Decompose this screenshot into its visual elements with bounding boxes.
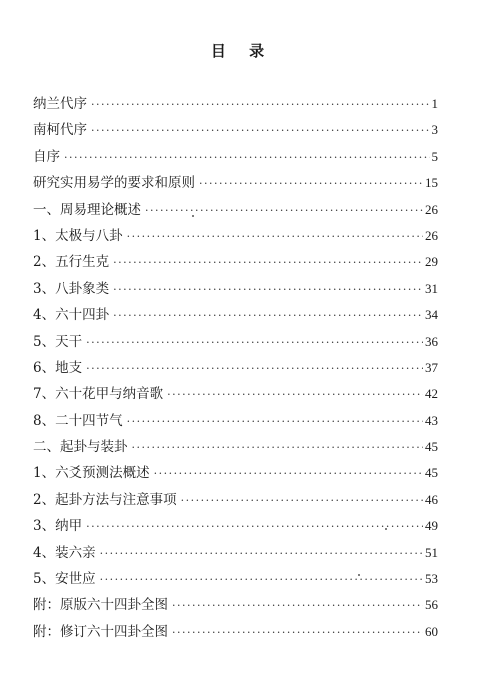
toc-page-number: 42 [425,386,438,402]
toc-page-number: 46 [425,491,438,507]
toc-entry [33,332,438,358]
toc-page-number: 26 [425,227,438,243]
toc-dot-leader [113,306,423,326]
toc-entry [33,595,438,621]
toc-entry-label: 研究实用易学的要求和原则 [33,175,195,192]
toc-entry-label: 5、天干 [33,333,83,350]
toc-page-number: 5 [431,148,438,164]
page-title: 目 录 [210,42,267,60]
toc-entry [33,358,438,384]
toc-entry [33,516,438,542]
toc-dot-leader [86,517,423,537]
toc-dot-leader [199,174,423,194]
scan-speck [192,215,194,217]
scan-speck [358,574,360,576]
toc-entry [33,411,438,437]
toc-page-number: 49 [425,518,438,534]
toc-entry-label: 南柯代序 [33,122,87,139]
toc-entry-label: 4、六十四卦 [33,307,110,324]
toc-page-number: 45 [425,465,438,481]
toc-entry-label: 二、起卦与装卦 [33,439,128,456]
toc-entry-label: 自序 [33,148,60,165]
toc-dot-leader [91,121,430,141]
table-of-contents [33,94,438,648]
toc-page-number: 51 [425,544,438,560]
toc-entry [33,226,438,252]
toc-entry-label: 8、二十四节气 [33,412,123,429]
toc-entry [33,173,438,199]
toc-page-number: 37 [425,359,438,375]
toc-dot-leader [172,596,423,616]
toc-entry-label: 4、装六亲 [33,544,96,561]
toc-dot-leader [64,148,430,168]
toc-entry-label: 一、周易理论概述 [33,201,141,218]
toc-page-number: 31 [425,280,438,296]
toc-dot-leader [86,333,423,353]
scan-speck [385,528,387,530]
toc-page-number: 36 [425,333,438,349]
toc-dot-leader [113,280,423,300]
toc-dot-leader [127,412,423,432]
toc-entry-label: 2、起卦方法与注意事项 [33,491,177,508]
toc-entry-label: 3、纳甲 [33,518,83,535]
toc-dot-leader [86,359,423,379]
toc-page-number: 26 [425,201,438,217]
toc-dot-leader [132,438,424,458]
toc-entry-label: 7、六十花甲与纳音歌 [33,386,164,403]
toc-page-number: 1 [431,96,438,111]
toc-entry [33,437,438,463]
toc-entry [33,200,438,226]
toc-dot-leader [113,253,423,273]
toc-dot-leader [127,227,423,247]
toc-dot-leader [100,570,423,590]
toc-entry [33,252,438,278]
toc-page-number: 53 [425,571,438,587]
toc-page-number: 60 [425,623,438,639]
toc-page-number: 3 [431,122,438,138]
toc-entry-label: 1、太极与八卦 [33,227,123,244]
toc-entry [33,279,438,305]
toc-dot-leader [154,464,423,484]
toc-entry [33,569,438,595]
toc-entry-label: 纳兰代序 [33,96,87,112]
toc-dot-leader [91,95,430,115]
toc-dot-leader [145,201,423,221]
toc-entry-label: 附：修订六十四卦全图 [33,623,168,640]
toc-entry [33,622,438,648]
toc-entry [33,120,438,146]
toc-entry [33,463,438,489]
toc-dot-leader [181,491,423,511]
toc-page-number: 43 [425,412,438,428]
toc-page-number: 56 [425,597,438,613]
toc-entry-label: 3、八卦象类 [33,280,110,297]
toc-dot-leader [172,623,423,643]
toc-dot-leader [167,385,423,405]
toc-entry [33,147,438,173]
toc-dot-leader [100,544,423,564]
toc-entry-label: 附：原版六十四卦全图 [33,597,168,614]
toc-page-number: 34 [425,307,438,323]
toc-entry [33,94,438,120]
toc-page-number: 29 [425,254,438,270]
toc-entry-label: 2、五行生克 [33,254,110,271]
toc-entry-label: 1、六爻预测法概述 [33,465,150,482]
toc-page-number: 45 [425,439,438,455]
toc-entry-label: 6、地支 [33,359,83,376]
toc-entry-label: 5、安世应 [33,571,96,588]
toc-entry [33,305,438,331]
toc-entry [33,490,438,516]
toc-entry [33,384,438,410]
toc-page-number: 15 [425,175,438,191]
toc-entry [33,543,438,569]
